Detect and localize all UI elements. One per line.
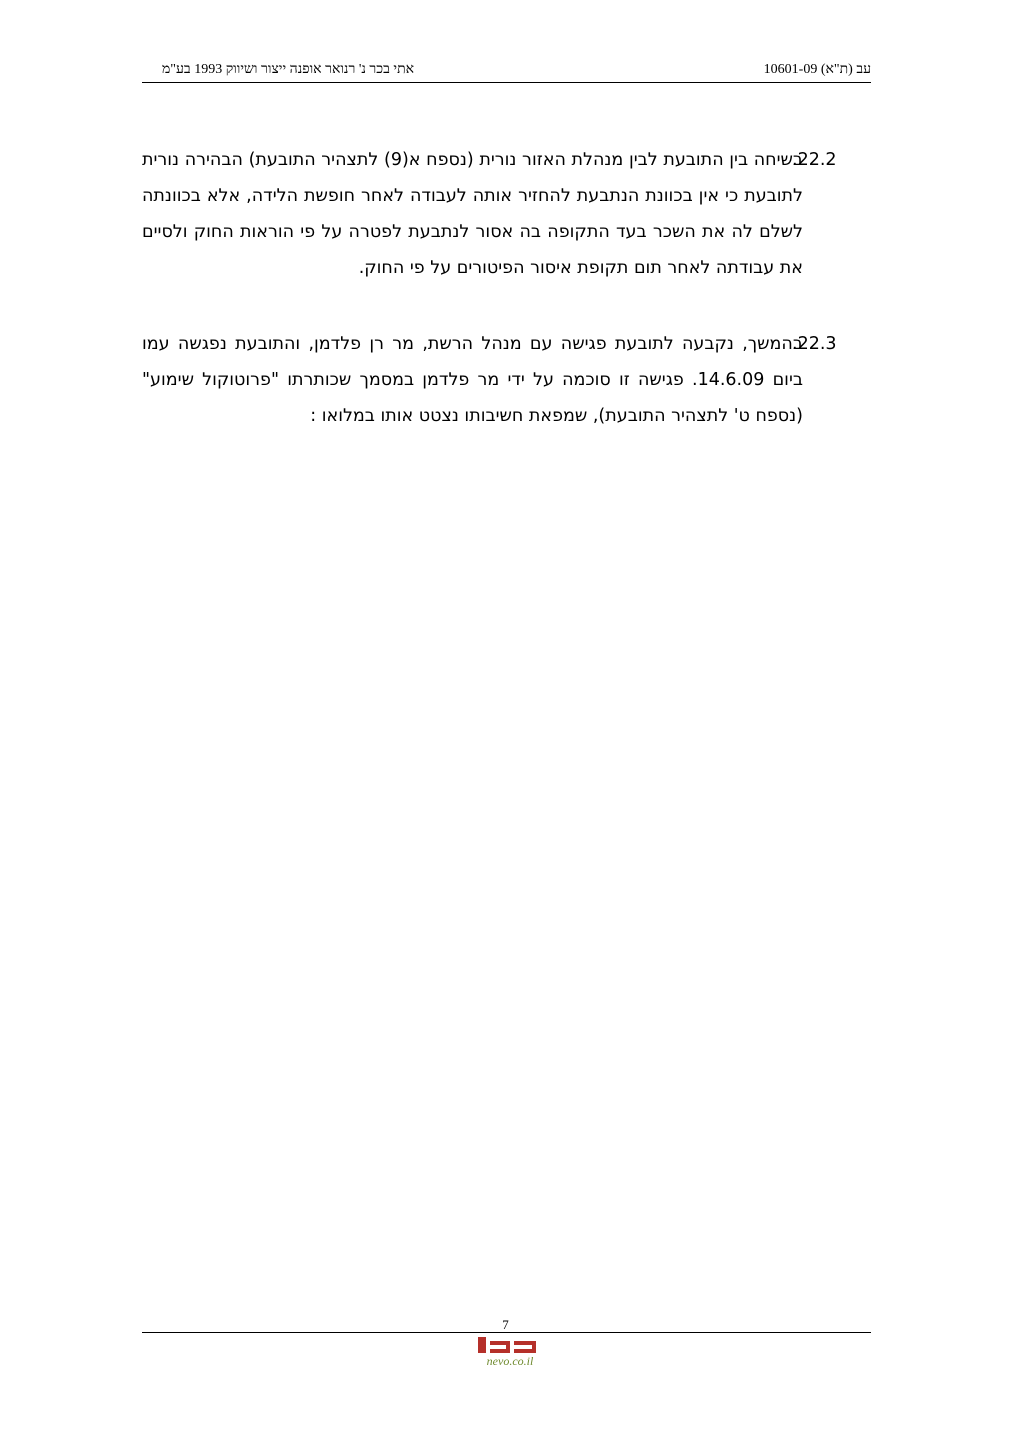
- footer-divider: [142, 1332, 871, 1333]
- nevo-logo[interactable]: [464, 1334, 556, 1368]
- page-number: 7: [502, 1317, 509, 1332]
- paragraph-text: [142, 142, 803, 286]
- page-header: [142, 62, 871, 83]
- paragraph-body: בהמשך, נקבעה לתובעת פגישה עם מנהל הרשת, מר רן פלדמן, והתובעת נפגשה עמו ביום 14.6.09. פגישה זו סוכמה על ידי מר פלדמן במסמך שכותרתו "פרוטוקול שימוע" (נספח ט' לתצהיר התובעת), שמפאת חשיבותו נצטט אותו במלואו :: [142, 334, 803, 426]
- case-parties: אתי בכר נ' רנואר אופנה ייצור ושיווק 1993 בע"מ: [162, 62, 415, 77]
- nevo-logo-text: nevo.co.il: [486, 1354, 534, 1368]
- nevo-logo-mark: [478, 1337, 536, 1353]
- case-number: עב (ת"א) 10601-09: [763, 62, 871, 77]
- paragraph-text: [142, 326, 803, 434]
- paragraph-number: .22.3: [792, 334, 837, 354]
- paragraph-number: .22.2: [792, 150, 837, 170]
- paragraph-body: בשיחה בין התובעת לבין מנהלת האזור נורית (נספח א(9) לתצהיר התובעת) הבהירה נורית לתובעת כי אין בכוונת הנתבעת להחזיר אותה לעבודה לאחר חופשת הלידה, אלא בכוונתה לשלם לה את השכר בעד התקופה בה אסור לנתבעת לפטרה על פי הוראות החוק ולסיים את עבודתה לאחר תום תקופת איסור הפיטורים על פי החוק.: [142, 150, 804, 278]
